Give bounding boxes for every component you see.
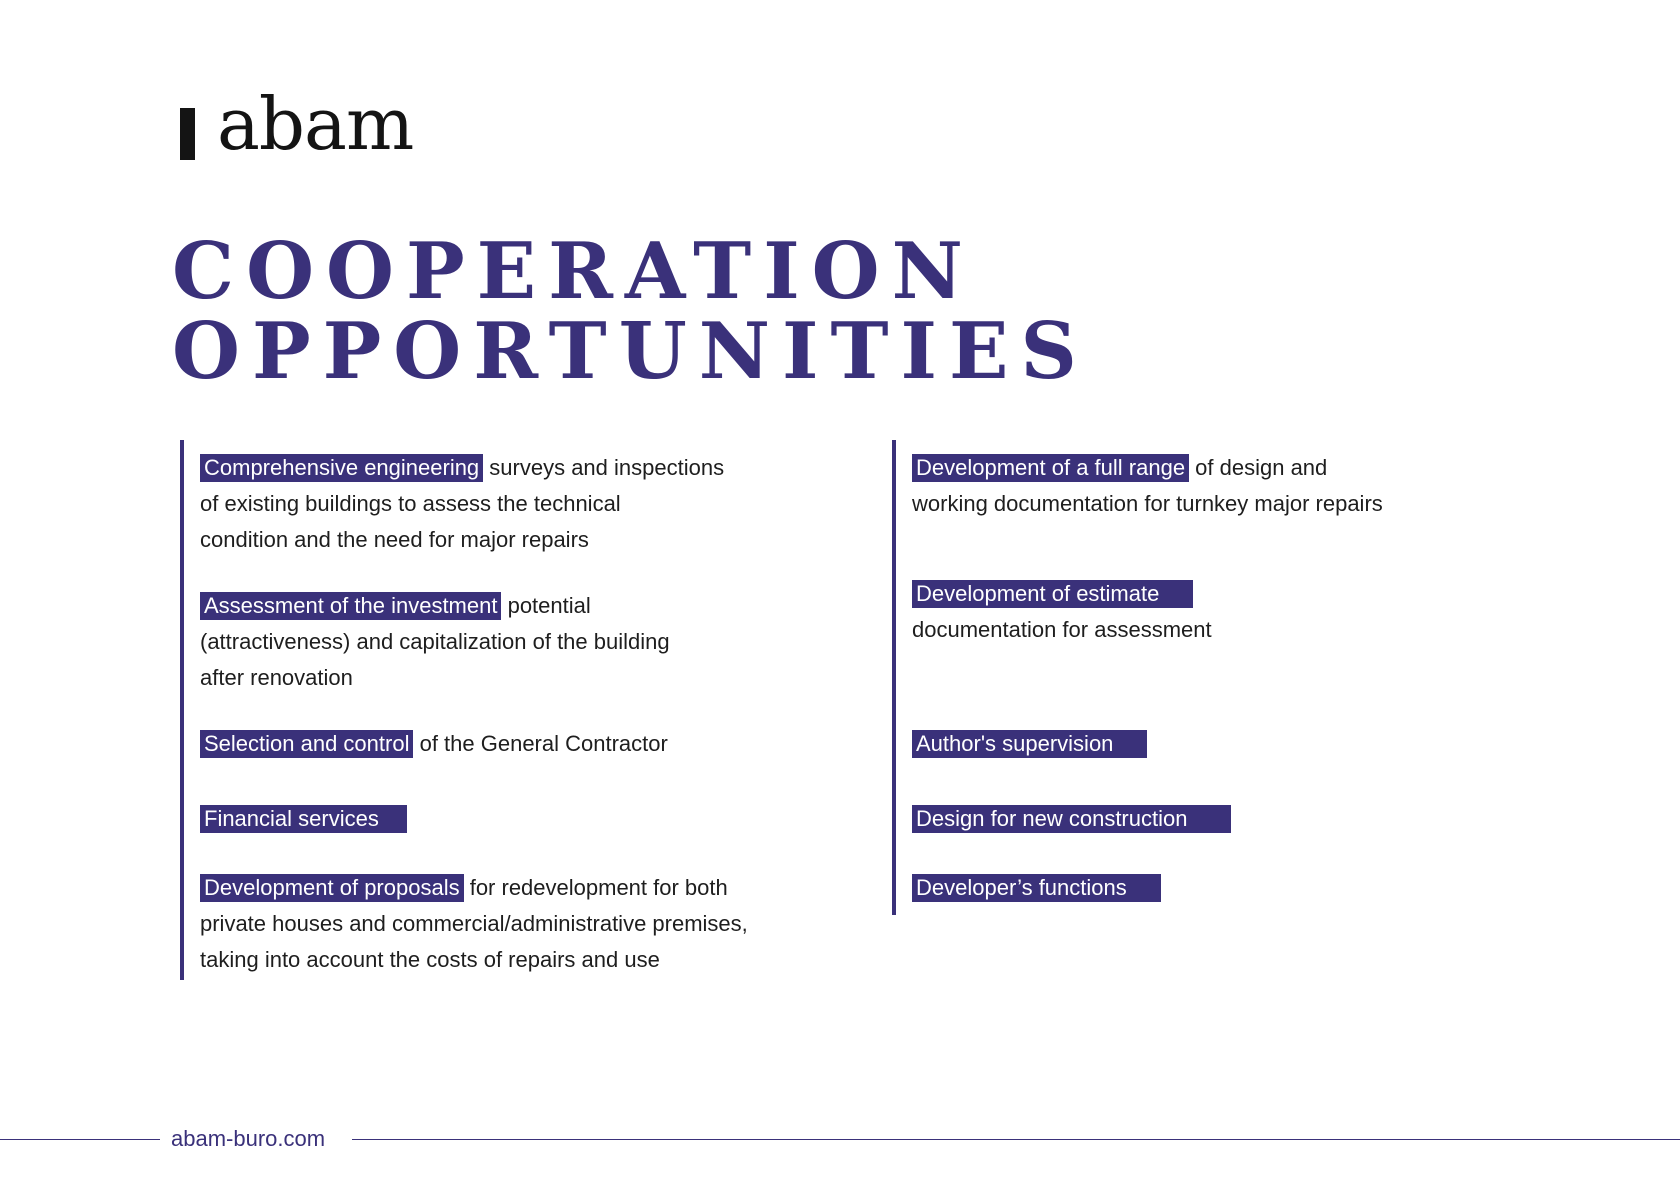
service-text: for redevelopment for both [463,875,728,900]
page-title [172,226,1089,397]
service-text: surveys and inspections [483,455,725,480]
footer-divider-left [0,1139,160,1140]
service-line: documentation for assessment [912,617,1212,642]
footer-divider-right [352,1139,1680,1140]
service-item [200,870,748,978]
service-line: condition and the need for major repairs [200,527,589,552]
left-services-column [180,440,884,980]
service-item [200,450,724,558]
service-line: (attractiveness) and capitalization of the building [200,629,670,654]
service-item [912,870,1161,906]
service-highlight: Development of estimate [912,580,1193,608]
service-text: of the General Contractor [413,731,668,756]
page-title-line-1: COOPERATION [172,226,975,317]
service-text: of design and [1189,455,1328,480]
service-item [912,576,1212,648]
service-line: of existing buildings to assess the technical [200,491,621,516]
right-services-column [892,440,1516,915]
service-line: private houses and commercial/administrative premises, [200,911,748,936]
service-item [200,588,670,696]
service-highlight: Development of a full range [912,454,1189,482]
service-highlight: Selection and control [200,730,413,758]
service-highlight: Assessment of the investment [200,592,501,620]
service-highlight: Comprehensive engineering [200,454,483,482]
service-item [200,726,668,762]
service-highlight: Developer’s functions [912,874,1161,902]
service-item [200,801,407,837]
service-line: after renovation [200,665,353,690]
service-line: working documentation for turnkey major repairs [912,491,1383,516]
service-item [912,801,1231,837]
service-text: potential [501,593,591,618]
logo-text: abam [217,82,414,166]
service-highlight: Development of proposals [200,874,464,902]
service-highlight: Financial services [200,805,407,833]
page-title-line-2: OPPORTUNITIES [172,306,1089,397]
service-highlight: Author's supervision [912,730,1147,758]
logo-mark [180,108,195,160]
service-item [912,726,1147,762]
service-highlight: Design for new construction [912,805,1231,833]
service-item [912,450,1383,522]
service-line: taking into account the costs of repairs and use [200,947,660,972]
footer-website-link[interactable]: abam-buro.com [171,1126,326,1151]
